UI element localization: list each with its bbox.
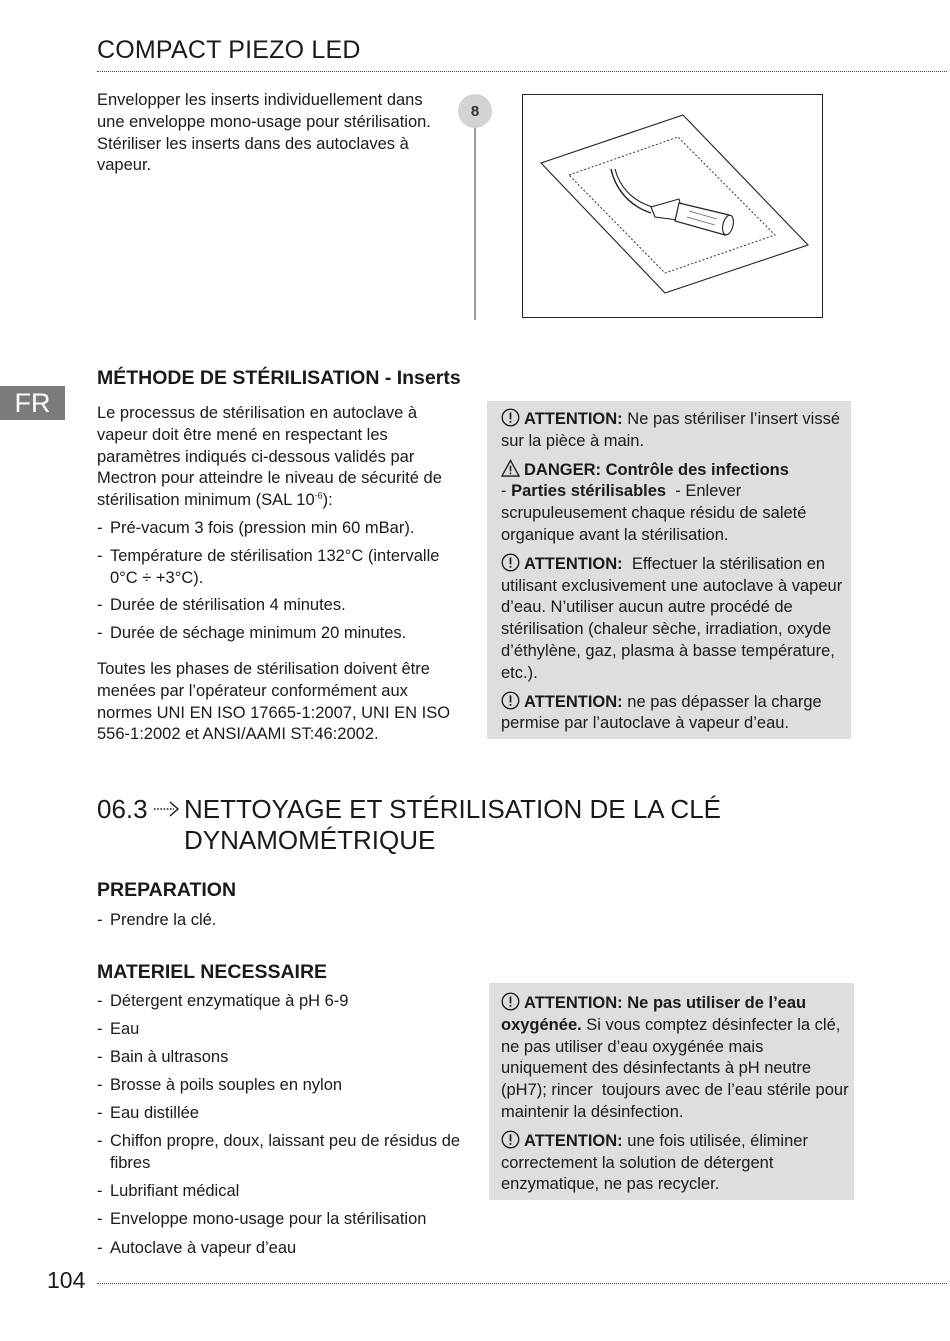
list-item: - Enveloppe mono-usage pour la stérilisation bbox=[97, 1210, 427, 1229]
warning-danger: DANGER: Contrôle des infections - Parties stérilisables - Enlever scrupuleusement chaque résidu de saleté organique avant la stérilisation. bbox=[501, 460, 812, 544]
list-item: - Détergent enzymatique à pH 6-9 bbox=[97, 992, 349, 1010]
exclamation-circle-icon bbox=[501, 1130, 520, 1149]
list-item: - Eau distillée bbox=[97, 1104, 199, 1123]
footer-divider bbox=[97, 1283, 947, 1284]
list-item: - Durée de stérilisation 4 minutes. bbox=[97, 596, 346, 615]
sterilization-parameters-list bbox=[97, 518, 467, 645]
list-item: - Température de stérilisation 132°C (intervalle 0°C ÷ +3°C). bbox=[97, 546, 440, 587]
step-connector-line bbox=[474, 128, 476, 320]
sterilization-intro bbox=[97, 403, 467, 512]
intro-sup: -6 bbox=[314, 490, 323, 501]
page-number: 104 bbox=[47, 1267, 86, 1293]
insert-pouch-figure bbox=[522, 94, 823, 318]
intro-end: ): bbox=[322, 491, 333, 510]
warning-attention-peroxide: ATTENTION: Ne pas utiliser de l’eau oxygénée. Si vous comptez désinfecter la clé, ne pas utiliser d’eau oxygénée mais uniquement des désinfectants à pH neutre (pH7); rincer toujours avec de l’eau stérile pour maintenir la désinfection. bbox=[501, 994, 854, 1121]
list-item: - Durée de séchage minimum 20 minutes. bbox=[97, 624, 407, 643]
language-tab-fr: FR bbox=[0, 386, 65, 420]
exclamation-circle-icon bbox=[501, 691, 520, 710]
warnings-box-sterilization bbox=[487, 401, 851, 739]
preparation-heading: PREPARATION bbox=[97, 879, 237, 901]
dotted-arrow-icon bbox=[152, 799, 182, 819]
sterilization-method-heading: MÉTHODE DE STÉRILISATION - Inserts bbox=[97, 367, 461, 389]
preparation-list bbox=[97, 910, 467, 932]
header-divider bbox=[97, 71, 947, 72]
insert-in-pouch-icon bbox=[523, 95, 822, 317]
materiel-heading: MATERIEL NECESSAIRE bbox=[97, 961, 328, 983]
section-063-title: NETTOYAGE ET STÉRILISATION DE LA CLÉ DYNAMOMÉTRIQUE bbox=[184, 794, 721, 855]
list-item: - Autoclave à vapeur d’eau bbox=[97, 1238, 297, 1257]
exclamation-circle-icon bbox=[501, 553, 520, 572]
intro-text: Le processus de stérilisation en autoclave à vapeur doit être mené en respectant les paramètres indiqués ci-dessous validés par Mectron pour atteindre le niveau de sécurité de stérilisation minimum (SAL 10 bbox=[97, 404, 442, 510]
standards-paragraph: Toutes les phases de stérilisation doivent être menées par l’opérateur conformément aux normes UNI EN ISO 17665-1:2007, UNI EN ISO 556-1:2002 et ANSI/AAMI ST:46:2002. bbox=[97, 660, 451, 744]
warning-attention-1: ATTENTION: Ne pas stériliser l’insert vissé sur la pièce à main. bbox=[501, 410, 840, 450]
warning-triangle-icon bbox=[501, 459, 520, 478]
list-item: - Brosse à poils souples en nylon bbox=[97, 1076, 343, 1095]
list-item: - Eau bbox=[97, 1020, 140, 1039]
step-number-badge: 8 bbox=[458, 94, 492, 128]
warning-attention-disposal: ATTENTION: une fois utilisée, éliminer correctement la solution de détergent enzymatique, ne pas recycler. bbox=[501, 1131, 808, 1194]
list-item: - Bain à ultrasons bbox=[97, 1048, 229, 1067]
list-item: - Lubrifiant médical bbox=[97, 1182, 240, 1201]
warnings-box-materiel bbox=[489, 983, 854, 1200]
exclamation-circle-icon bbox=[501, 408, 520, 427]
document-title: COMPACT PIEZO LED bbox=[97, 36, 361, 64]
materiel-list bbox=[97, 991, 467, 1259]
list-item: - Prendre la clé. bbox=[97, 911, 217, 929]
step-8-text: Envelopper les inserts individuellement dans une enveloppe mono-usage pour stérilisation. Stériliser les inserts dans des autoclaves à vapeur. bbox=[97, 91, 431, 175]
warning-attention-2: ATTENTION: Effectuer la stérilisation en utilisant exclusivement une autoclave à vapeur d’eau. N’utiliser aucun autre procédé de stérilisation (chaleur sèche, irradiation, oxyde d’éthylène, gaz, plasma à basse température, etc.). bbox=[501, 554, 847, 682]
exclamation-circle-icon bbox=[501, 992, 520, 1011]
list-item: - Chiffon propre, doux, laissant peu de résidus de fibres bbox=[97, 1132, 461, 1173]
warning-attention-3: ATTENTION: ne pas dépasser la charge permise par l’autoclave à vapeur d’eau. bbox=[501, 692, 822, 733]
section-063-number: 06.3 bbox=[97, 794, 148, 824]
list-item: - Pré-vacum 3 fois (pression min 60 mBar). bbox=[97, 519, 415, 537]
